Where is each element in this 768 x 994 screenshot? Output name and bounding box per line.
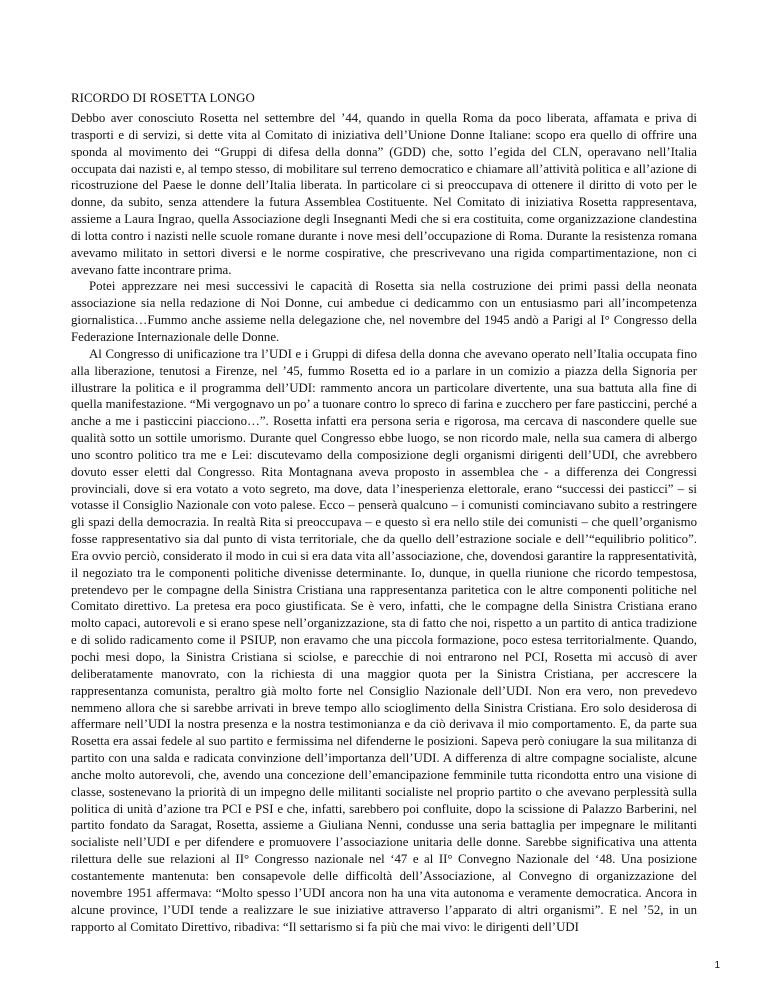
document-body [71,110,697,935]
paragraph: Potei apprezzare nei mesi successivi le capacità di Rosetta sia nella costruzione dei primi passi della neonata associazione sia nella redazione di Noi Donne, cui ambedue ci dedicammo con un entusiasmo pari all’incompetenza giornalistica…Fummo anche assieme nella delegazione che, nel novembre del 1945 andò a Parigi al I° Congresso della Federazione Internazionale delle Donne. [71,279,697,344]
paragraph: Debbo aver conosciuto Rosetta nel settembre del ’44, quando in quella Roma da poco liberata, affamata e priva di trasporti e di servizi, si dette vita al Comitato di iniziativa dell’Unione Donne Italiane: scopo era quello di offrire una sponda al movimento dei “Gruppi di difesa della donna” (GDD) che, sotto l’egida del CLN, operavano nell’Italia occupata dai nazisti e, al tempo stesso, di mobilitare sul terreno democratico e chiamare all’attività politica e all’azione di ricostruzione del Paese le donne dell’Italia liberata. In particolare ci si preoccupava di ottenere il diritto di voto per le donne, da subito, senza attendere la futura Assemblea Costituente. Nel Comitato di iniziativa Rosetta rappresentava, assieme a Laura Ingrao, quella Associazione degli Insegnanti Medi che si era costituita, come organizzazione clandestina di lotta contro i nazisti nelle scuole romane durante i nove mesi dell’occupazione di Roma. Durante la resistenza romana avevamo militato in settori diversi e le norme cospirative, che prescrivevano una rigida compartimentazione, non ci avevano fatte incontrare prima. [71,111,697,277]
document-title: RICORDO DI ROSETTA LONGO [71,91,255,105]
page-number: 1 [714,960,720,971]
paragraph: Al Congresso di unificazione tra l’UDI e i Gruppi di difesa della donna che avevano operato nell’Italia occupata fino alla liberazione, tenutosi a Firenze, nel ’45, fummo Rosetta ed io a parlare in un comizio a piazza della Signoria per illustrare la politica e il programma dell’UDI: rammento ancora un particolare divertente, una sua battuta alla fine di quella manifestazione. “Mi vergognavo un po’ a tuonare contro lo spreco di farina e zucchero per fare pasticcini, perché a anche a me i pasticcini piacciono…”. Rosetta infatti era persona seria e rigorosa, ma cercava di nascondere quelle sue qualità sotto un sottile umorismo. Durante quel Congresso ebbe luogo, se non ricordo male, nella sua camera di albergo uno scontro politico tra me e Lei: discutevamo della composizione degli organismi dirigenti dell’UDI, che avrebbero dovuto esser eletti dal Congresso. Rita Montagnana aveva proposto in assemblea che - a differenza dei Congressi provinciali, dove si era votato a voto segreto, ma dove, data l’inesperienza elettorale, erano “successi dei pasticci” – si votasse il Consiglio Nazionale con voto palese. Ecco – penserà qualcuno – i comunisti cominciavano subito a restringere gli spazi della democrazia. In realtà Rita si preoccupava – e questo sì era nello stile dei comunisti – che quell’organismo fosse rappresentativo sia dal punto di vista territoriale, che da quello dell’estrazione sociale e dell’“equilibrio politico”. Era ovvio perciò, considerato il modo in cui si era data vita all’associazione, che, dovendosi garantire la rappresentatività, il negoziato tra le componenti politiche divenisse determinante. Io, dunque, in quella riunione che ricordo tempestosa, pretendevo per le compagne della Sinistra Cristiana una rappresentanza paritetica con le altre componenti politiche nel Comitato direttivo. La pretesa era poco giustificata. Se è vero, infatti, che le compagne della Sinistra Cristiana erano molto capaci, autorevoli e si erano spese nell’organizzazione, sta di fatto che noi, rispetto a un partito di antica tradizione e di solido radicamento come il PSIUP, non eravamo che una piccola formazione, poco estesa territorialmente. Quando, pochi mesi dopo, la Sinistra Cristiana si sciolse, e parecchie di noi entrarono nel PCI, Rosetta mi accusò di aver deliberatamente manovrato, con la richiesta di una maggior quota per la Sinistra Cristiana, per accrescere la rappresentanza comunista, peraltro già molto forte nel Consiglio Nazionale dell’UDI. Non era vero, non prevedevo nemmeno allora che si sarebbe arrivati in breve tempo allo scioglimento della Sinistra Cristiana. Ero solo desiderosa di affermare nell’UDI la nostra presenza e la nostra testimonianza e da ciò derivava il mio comportamento. E, da parte sua Rosetta era assai fedele al suo partito e fermissima nel difenderne le posizioni. Sapeva però coniugare la sua militanza di partito con una salda e radicata convinzione dell’importanza dell’UDI. A differenza di altre compagne socialiste, alcune anche molto autorevoli, che, avendo una concezione dell’emancipazione femminile tutta ricondotta entro una visione di classe, sostenevano la priorità di un impegno delle militanti socialiste nel proprio partito o che avevano perplessità sulla politica di unità d’azione tra PCI e PSI e che, infatti, sarebbero poi confluite, dopo la scissione di Palazzo Barberini, nel partito fondato da Saragat, Rosetta, assieme a Giuliana Nenni, condusse una seria battaglia per impegnare le militanti socialiste nell’UDI e per difendere e promuovere l’associazione unitaria delle donne. Sarebbe significativa una attenta rilettura delle sue relazioni al II° Congresso nazionale nel ‘47 e al II° Convegno Nazionale del ‘48. Una posizione costantemente mantenuta: ben consapevole delle difficoltà dell’Associazione, al Convegno di organizzazione del novembre 1951 affermava: “Molto spesso l’UDI ancora non ha una vita autonoma e veramente democratica. Ancora in alcune province, l’UDI tende a realizzare le sue iniziative attraverso l’apparato di altri organismi”. E nel ’52, in un rapporto al Comitato Direttivo, ribadiva: “Il settarismo si fa più che mai vivo: le dirigenti dell’UDI [71,346,697,934]
